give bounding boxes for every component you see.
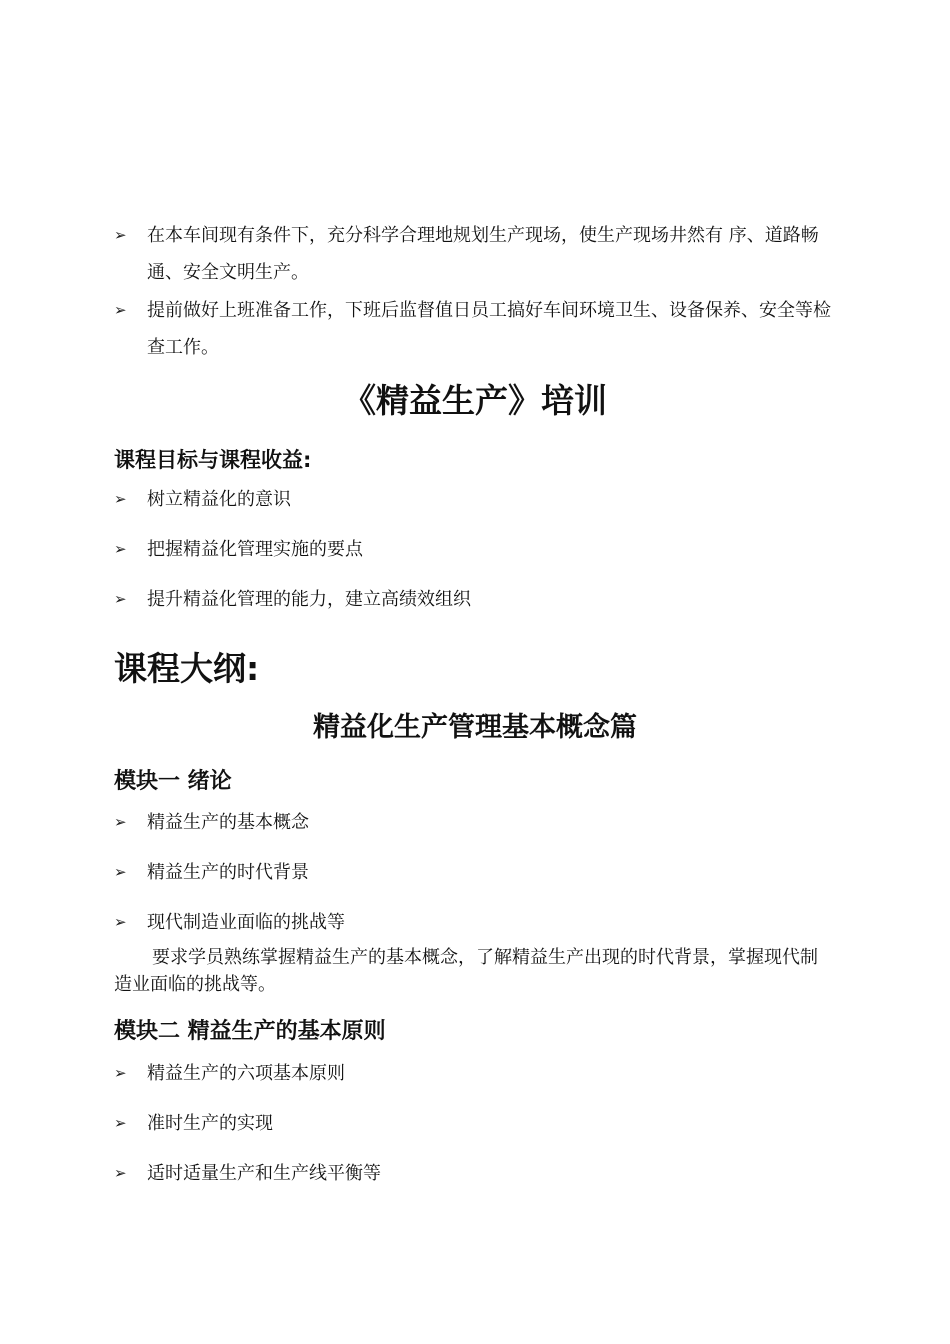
arrow-bullet-icon: ➢	[114, 1114, 127, 1132]
module2-item	[114, 1055, 840, 1092]
bullet-text: 现代制造业面临的挑战等	[147, 912, 345, 933]
goal-item	[114, 581, 840, 618]
arrow-bullet-icon: ➢	[114, 1064, 127, 1082]
bullet-text: 准时生产的实现	[147, 1113, 273, 1134]
arrow-bullet-icon: ➢	[114, 1164, 127, 1182]
arrow-bullet-icon: ➢	[114, 813, 127, 831]
bullet-text: 提升精益化管理的能力，建立高绩效组织	[147, 589, 471, 610]
module1-heading: 模块一 绪论	[114, 769, 232, 794]
module1-item	[114, 804, 840, 841]
training-title: 《精益生产》培训	[343, 381, 607, 420]
module1-item	[114, 904, 840, 941]
goals-heading: 课程目标与课程收益:	[114, 448, 312, 472]
bullet-text: 适时适量生产和生产线平衡等	[147, 1163, 381, 1184]
intro-bullet	[114, 292, 840, 366]
module2-item	[114, 1105, 840, 1142]
goal-item	[114, 481, 840, 518]
arrow-bullet-icon: ➢	[114, 301, 127, 319]
bullet-text: 精益生产的时代背景	[147, 862, 309, 883]
arrow-bullet-icon: ➢	[114, 913, 127, 931]
bullet-text: 精益生产的基本概念	[147, 812, 309, 833]
arrow-bullet-icon: ➢	[114, 863, 127, 881]
intro-bullet	[114, 217, 840, 291]
bullet-text: 精益生产的六项基本原则	[147, 1063, 345, 1084]
module1-description: 要求学员熟练掌握精益生产的基本概念，了解精益生产出现的时代背景，掌握现代制造业面临的挑战等。	[114, 947, 818, 995]
bullet-text: 把握精益化管理实施的要点	[147, 539, 363, 560]
outline-heading: 课程大纲:	[114, 649, 260, 688]
module2-item	[114, 1155, 840, 1192]
arrow-bullet-icon: ➢	[114, 226, 127, 244]
bullet-text: 在本车间现有条件下，充分科学合理地规划生产现场，使生产现场井然有 序、道路畅通、安全文明生产。	[147, 225, 819, 283]
section-title: 精益化生产管理基本概念篇	[313, 712, 637, 743]
bullet-text: 树立精益化的意识	[147, 489, 291, 510]
bullet-text: 提前做好上班准备工作，下班后监督值日员工搞好车间环境卫生、设备保养、安全等检查工作。	[147, 300, 831, 358]
goal-item	[114, 531, 840, 568]
arrow-bullet-icon: ➢	[114, 540, 127, 558]
arrow-bullet-icon: ➢	[114, 490, 127, 508]
arrow-bullet-icon: ➢	[114, 590, 127, 608]
module2-heading: 模块二 精益生产的基本原则	[114, 1019, 386, 1044]
module1-item	[114, 854, 840, 891]
